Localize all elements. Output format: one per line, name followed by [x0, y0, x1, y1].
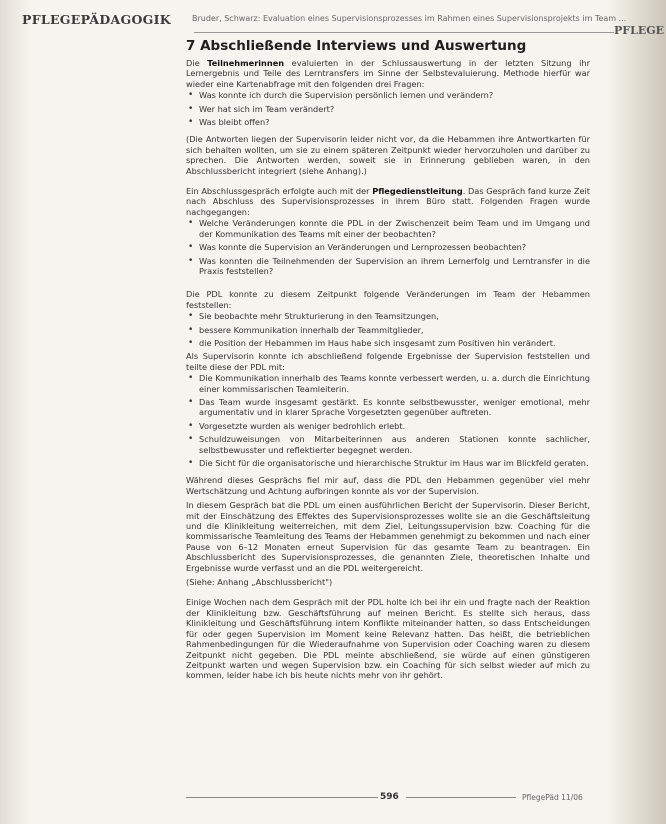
list-item: • Was konnte ich durch die Supervision persönlich lernen und verändern?	[199, 90, 590, 100]
issue-reference: PflegePäd 11/06	[522, 793, 583, 802]
list-item: • Die Kommunikation innerhalb des Teams konnte verbessert werden, u. a. durch die Einrichtung einer kommissarischen Teamleiterin.	[199, 373, 590, 394]
paragraph-pdl-observations: Die PDL konnte zu diesem Zeitpunkt folgende Veränderungen im Team der Hebammen feststellen:	[186, 289, 590, 310]
page-footer	[186, 792, 590, 806]
paragraph-answers-note: (Die Antworten liegen der Supervisorin leider nicht vor, da die Hebammen ihre Antwortkarten für sich behalten wollten, um sie zu einem späteren Zeitpunkt wieder hervorzuholen und darüber zu sprechen. Die Antworten werden, soweit sie in Erinnerung geblieben waren, in den Abschlussbericht integriert (siehe Anhang).)	[186, 134, 590, 176]
paragraph-appendix-reference: (Siehe: Anhang „Abschlussbericht")	[186, 577, 333, 588]
journal-name: PFLEGEPÄDAGOGIK	[22, 12, 171, 27]
term-nursing-management: Pflegedienstleitung	[372, 186, 463, 197]
footer-rule	[186, 797, 378, 798]
paragraph-appreciation: Während dieses Gesprächs fiel mir auf, dass die PDL den Hebammen gegenüber viel mehr Wertschätzung und Achtung aufbringen konnte als vor der Supervision.	[186, 475, 590, 496]
list-item: • Welche Veränderungen konnte die PDL in der Zwischenzeit beim Team und im Umgang und der Kommunikation des Teams mit einer der beobachten?	[199, 218, 590, 239]
page-gutter-left	[0, 0, 30, 824]
page-gutter-right	[608, 0, 666, 824]
results-list	[186, 373, 590, 468]
list-item: • Wer hat sich im Team verändert?	[199, 104, 590, 114]
article-body	[186, 38, 590, 681]
paragraph-nursing-management: Ein Abschlussgespräch erfolgte auch mit der Pflegedienstleitung. Das Gespräch fand kurze Zeit nach Abschluss des Supervisionsprozesses in ihrem Büro statt. Folgenden Fragen wurde nachgegangen:	[186, 186, 591, 217]
list-item: • Die Sicht für die organisatorische und hierarchische Struktur im Haus war im Blickfeld geraten.	[199, 458, 590, 468]
page-header	[22, 10, 627, 32]
paragraph-final-report: In diesem Gespräch bat die PDL um einen ausführlichen Bericht der Supervisorin. Dieser Bericht, mit der Einschätzung des Effektes des Supervisionsprozesses wollte sie an die Geschäftsleitung und die Klinikleitung weiterreichen, mit dem Ziel, Leitungssupervision bzw. Coaching für die kommissarische Teamleitung des Teams der Hebammen genehmigt zu bekommen und nach einer Pause von 6–12 Monaten erneut Supervision für das gesamte Team zu beantragen. Ein Abschlussbericht des Supervisionsprozesses, die genannten Ziele, theoretischen Inhalte und Ergebnisse wurde verfasst und an die PDL weitergereicht.	[186, 500, 590, 573]
header-rule	[194, 32, 614, 33]
term-participants: Teilnehmerinnen	[207, 58, 285, 68]
paragraph-follow-up: Einige Wochen nach dem Gespräch mit der PDL holte ich bei ihr ein und fragte nach der Reaktion der Klinikleitung bzw. Geschäftsführung auf meinen Bericht. Es stellte sich heraus, dass Klinikleitung und Geschäftsführung intern Konflikte miteinander hatten, so dass Entscheidungen für oder gegen Supervision im Moment keine Relevanz hatten. Das heißt, die betrieblichen Rahmenbedingungen für die Wiederaufnahme von Supervision oder Coaching waren zu diesem Zeitpunkt nicht gegeben. Die PDL meinte abschließend, sie würde auf einen günstigeren Zeitpunkt warten und wegen Supervision bzw. ein Coaching für sich selbst wieder auf mich zu kommen, leider habe ich bis heute nichts mehr von ihr gehört.	[186, 597, 590, 681]
question-list-team	[186, 90, 590, 127]
list-item: • Sie beobachte mehr Strukturierung in den Teamsitzungen,	[199, 311, 590, 321]
list-item: • bessere Kommunikation innerhalb der Teammitglieder,	[199, 325, 590, 335]
paragraph-participants: Die Teilnehmerinnen evaluierten in der Schlussauswertung in der letzten Sitzung ihr Lernergebnis und Teile des Lerntransfers im Sinne der Selbstevaluierung. Methode hierfür war wieder eine Kartenabfrage mit den folgenden drei Fragen:	[186, 58, 590, 89]
question-list-pdl	[186, 218, 590, 276]
paragraph-supervisor-results: Als Supervisorin konnte ich abschließend folgende Ergebnisse der Supervision feststellen und teilte diese der PDL mit:	[186, 351, 590, 372]
list-item: • die Position der Hebammen im Haus habe sich insgesamt zum Positiven hin verändert.	[199, 338, 590, 348]
page-number: 596	[380, 792, 399, 802]
footer-rule	[406, 797, 516, 798]
list-item: • Das Team wurde insgesamt gestärkt. Es konnte selbstbewusster, weniger emotional, mehr argumentativ und in klarer Sprache Vorgesetzten gegenüber auftreten.	[199, 397, 590, 418]
list-item: • Was konnte die Supervision an Veränderungen und Lernprozessen beobachten?	[199, 242, 590, 252]
list-item: • Schuldzuweisungen von Mitarbeiterinnen aus anderen Stationen konnte sachlicher, selbstbewusster und reflektierter begegnet werden.	[199, 434, 590, 455]
list-item: • Was konnten die Teilnehmenden der Supervision an ihrem Lernerfolg und Lerntransfer in die Praxis feststellen?	[199, 256, 590, 277]
section-title: 7 Abschließende Interviews und Auswertung	[186, 38, 527, 54]
list-item: • Was bleibt offen?	[199, 117, 590, 127]
running-title: Bruder, Schwarz: Evaluation eines Supervisionsprozesses im Rahmen eines Supervisionsprojekts im Team ...	[192, 14, 627, 23]
changes-list	[186, 311, 590, 348]
facing-page-journal-name: PFLEGE	[614, 24, 664, 37]
list-item: • Vorgesetzte wurden als weniger bedrohlich erlebt.	[199, 421, 590, 431]
